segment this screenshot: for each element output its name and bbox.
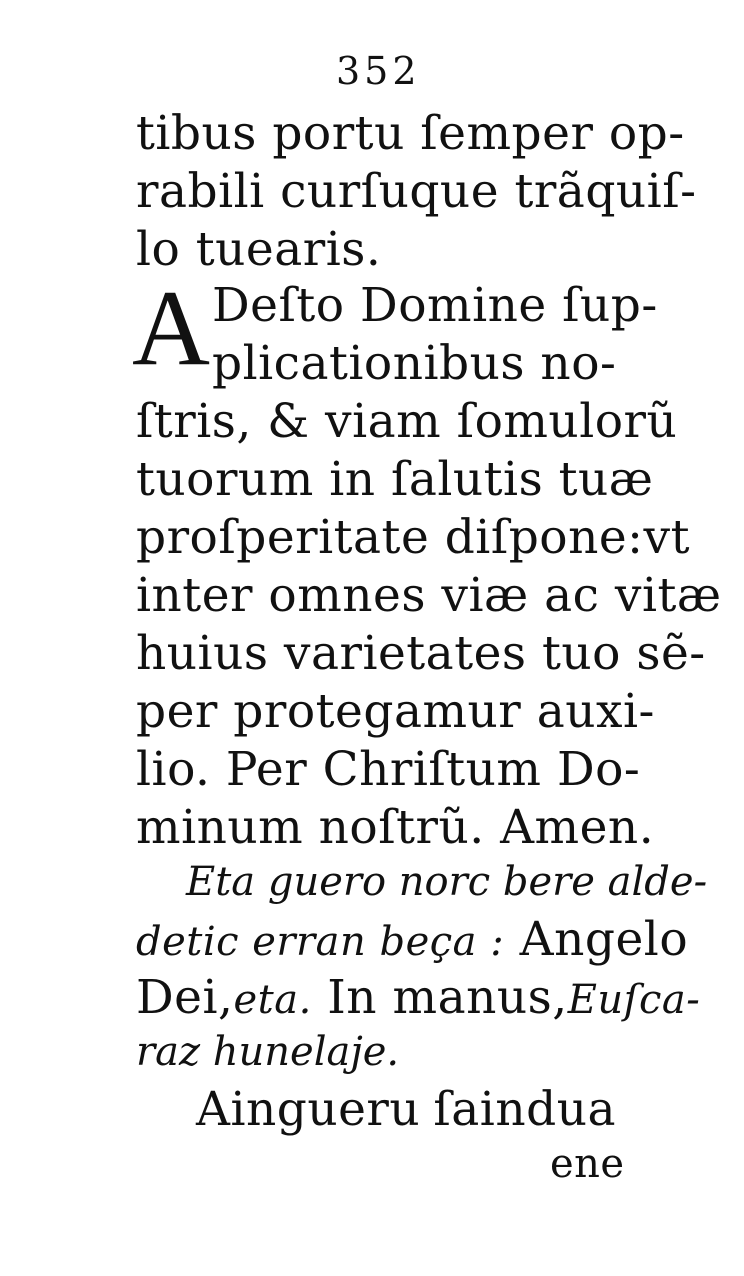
text-line-10 (136, 626, 706, 681)
text-line-3 (136, 222, 616, 277)
italic-line-1-text: Eta guero norc bere alde- (186, 859, 708, 905)
text-line-4 (212, 278, 658, 333)
italic-line-4-text: raz hunelaje. (136, 1029, 400, 1075)
text-line-1 (136, 106, 685, 161)
text-line-9-text: inter omnes viæ ac vitæ (136, 568, 722, 623)
mixed-line-3-b: eta. (233, 977, 312, 1023)
text-line-5-text: plicationibus no- (212, 336, 617, 391)
text-line-10-text: huius varietates tuo sẽ- (136, 626, 706, 681)
text-line-11 (136, 684, 655, 739)
mixed-line-2 (136, 912, 689, 967)
text-line-7-text: tuorum in ſalutis tuæ (136, 452, 654, 507)
text-line-8-text: proſperitate diſpone:vt (136, 510, 690, 565)
text-line-13 (136, 800, 655, 855)
italic-line-2-text: detic erran beça : (136, 919, 505, 965)
text-line-4-text: Deſto Domine ſup- (212, 278, 658, 333)
text-line-7 (136, 452, 654, 507)
page-number: 352 (336, 49, 421, 93)
catchword-text: ene (550, 1141, 625, 1187)
italic-line-1 (186, 859, 708, 905)
tail-line (196, 1082, 616, 1137)
catchword (550, 1141, 625, 1187)
text-line-2 (136, 164, 697, 219)
text-line-3-text: lo tuearis. (136, 222, 382, 277)
text-line-5 (212, 336, 617, 391)
text-line-8 (136, 510, 690, 565)
mixed-line-3-c: In manus, (327, 970, 568, 1025)
text-line-6-text: ſtris, & viam ſomulorũ (136, 394, 678, 449)
mixed-line-3-a: Dei, (136, 970, 234, 1025)
text-line-9 (136, 568, 722, 623)
text-line-11-text: per protegamur auxi- (136, 684, 655, 739)
text-line-6 (136, 394, 678, 449)
italic-line-4 (136, 1029, 616, 1075)
tail-right: ſaindua (433, 1082, 616, 1137)
tail-left: Aingueru (196, 1082, 421, 1137)
text-line-12-text: lio. Per Chriſtum Do- (136, 742, 641, 797)
text-line-1-text: tibus portu ſemper op- (136, 106, 685, 161)
mixed-line-3 (136, 970, 701, 1025)
drop-cap-initial: A (132, 269, 210, 388)
mixed-line-2-end: Angelo (519, 912, 689, 967)
mixed-line-3-d: Euſca- (567, 977, 701, 1023)
text-line-12 (136, 742, 641, 797)
text-line-2-text: rabili curſuque trãquiſ- (136, 164, 697, 219)
text-line-13-text: minum noſtrũ. Amen. (136, 800, 655, 855)
